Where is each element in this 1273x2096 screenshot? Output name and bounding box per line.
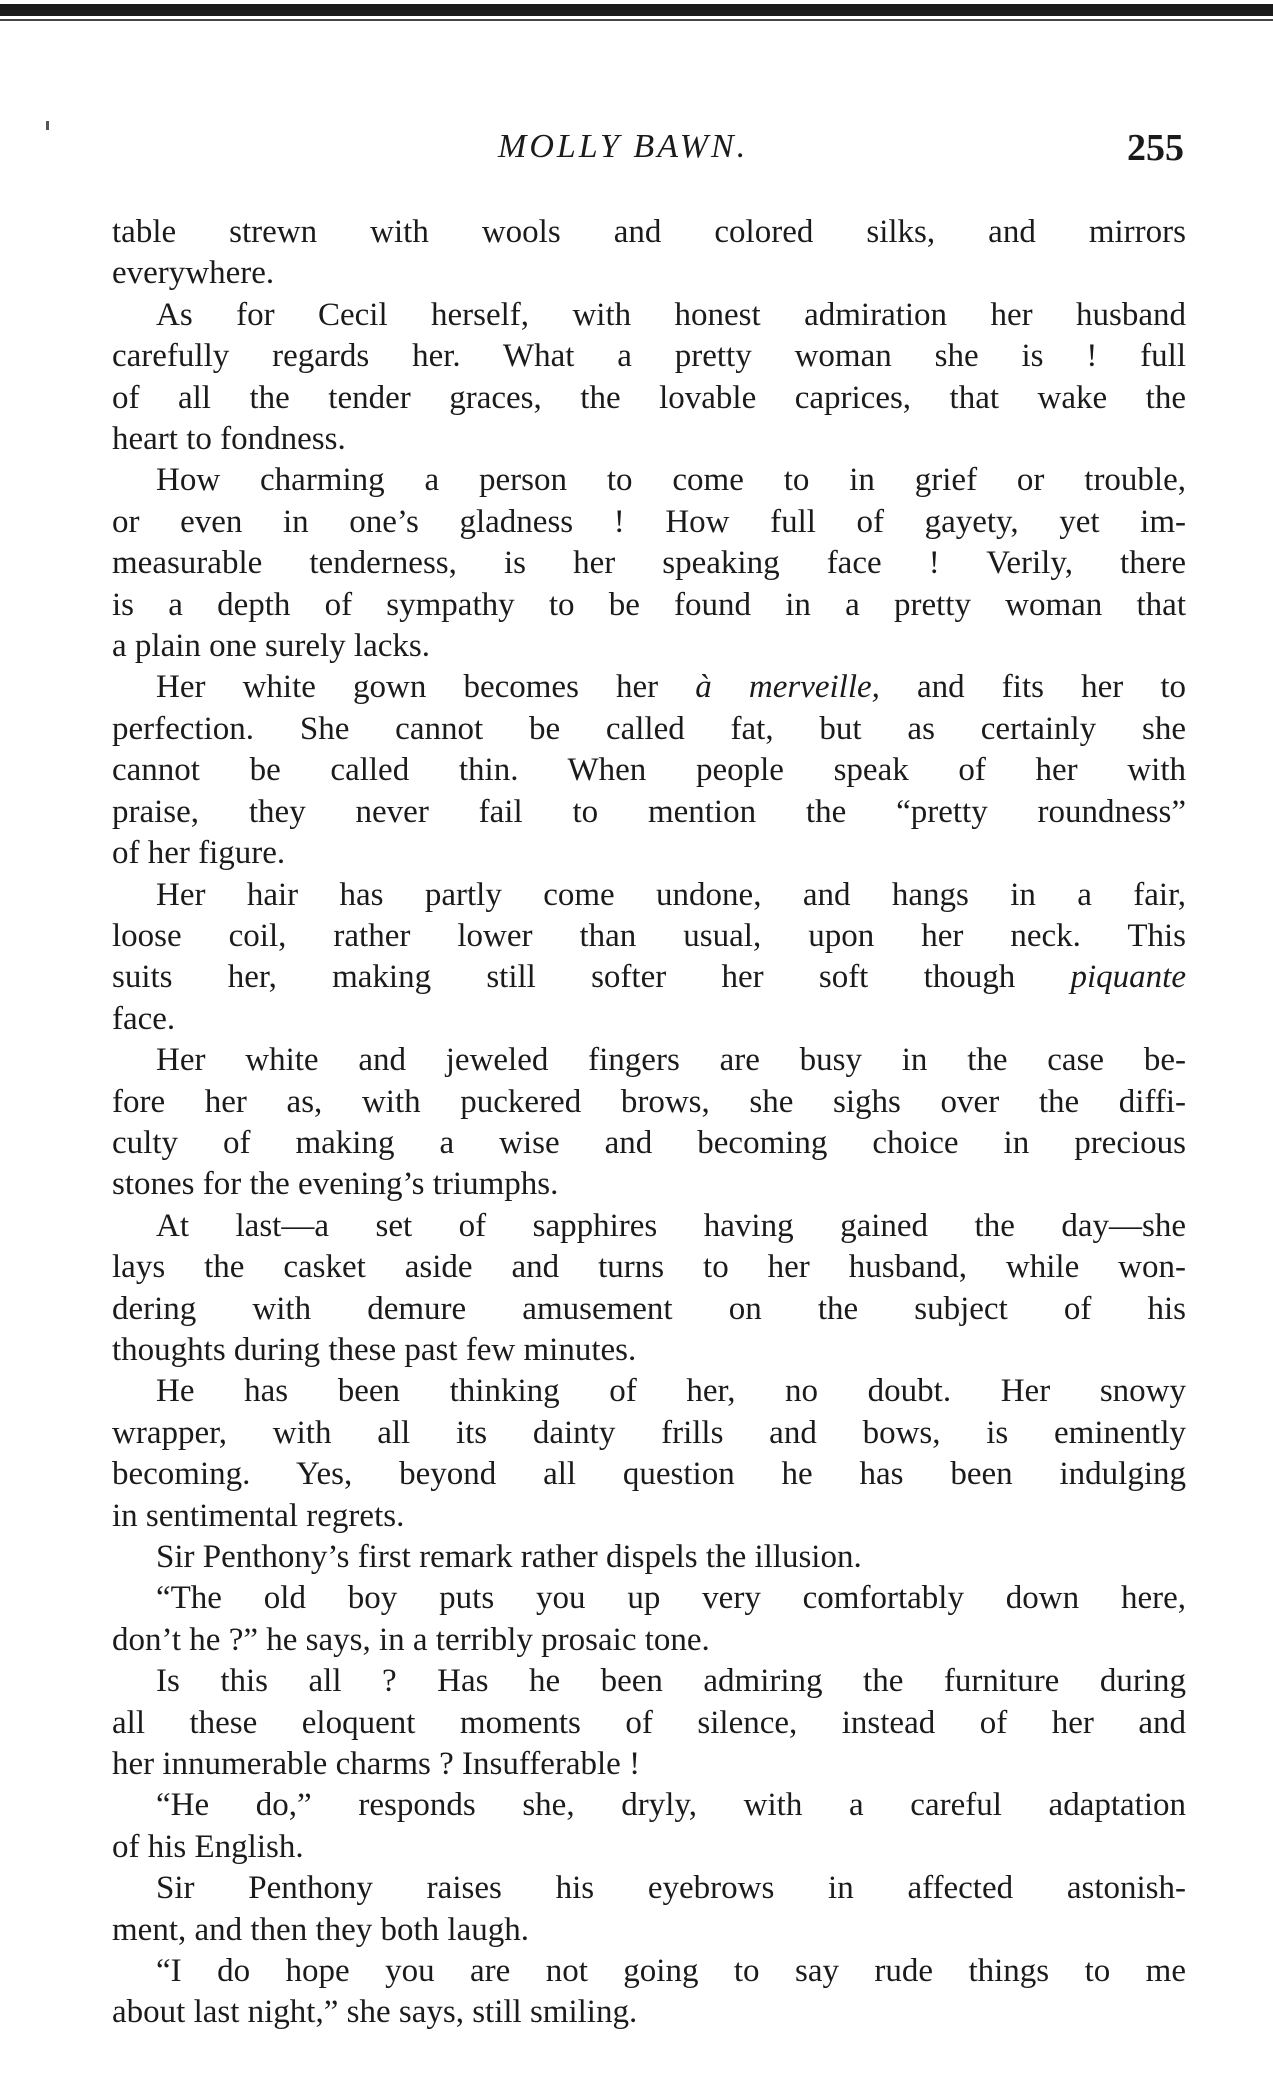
text-line: “He do,” responds she, dryly, with a careful adaptation	[156, 1787, 1186, 1824]
text-line: lays the casket aside and turns to her husband, while won-	[112, 1249, 1186, 1286]
page-number: 255	[1127, 127, 1184, 169]
text-line: cannot be called thin. When people speak of her with	[112, 752, 1186, 789]
paragraph	[112, 667, 1186, 874]
text-line: perfection. She cannot be called fat, but as certainly she	[112, 710, 1186, 747]
text-run: suits her, making still softer her soft though	[112, 959, 1071, 996]
text-line: Her white and jeweled fingers are busy in the case be-	[156, 1042, 1186, 1079]
paragraph	[112, 1661, 1186, 1785]
top-border-rule-thin	[0, 19, 1273, 21]
paragraph	[112, 460, 1186, 667]
text-line: “The old boy puts you up very comfortably down here,	[156, 1580, 1186, 1617]
body-text	[112, 212, 1186, 2034]
paragraph	[112, 1785, 1186, 1868]
text-line: don’t he ?” he says, in a terribly prosaic tone.	[112, 1621, 710, 1658]
running-title: MOLLY BAWN.	[498, 128, 749, 165]
text-line: carefully regards her. What a pretty woman she is ! full	[112, 338, 1186, 375]
text-line: dering with demure amusement on the subject of his	[112, 1290, 1186, 1327]
paragraph	[112, 1868, 1186, 1951]
text-line: table strewn with wools and colored silks, and mirrors	[112, 214, 1186, 250]
paragraph	[112, 295, 1186, 461]
text-line: of her figure.	[112, 835, 286, 872]
text-line: How charming a person to come to in grief or trouble,	[156, 462, 1186, 499]
text-run: Her white gown becomes her	[156, 669, 696, 706]
text-line: Is this all ? Has he been admiring the furniture during	[156, 1663, 1186, 1700]
text-line: wrapper, with all its dainty frills and bows, is eminently	[112, 1414, 1186, 1451]
italic-phrase: piquante	[1070, 959, 1186, 996]
text-line: Her hair has partly come undone, and hangs in a fair,	[156, 876, 1186, 913]
text-line: everywhere.	[112, 255, 275, 292]
paragraph	[112, 1206, 1186, 1372]
text-line: all these eloquent moments of silence, instead of her and	[112, 1704, 1186, 1741]
text-line: or even in one’s gladness ! How full of gayety, yet im-	[112, 503, 1186, 540]
text-run: and fits her to	[879, 669, 1186, 706]
text-line: fore her as, with puckered brows, she sighs over the diffi-	[112, 1083, 1186, 1120]
text-line: loose coil, rather lower than usual, upon her neck. This	[112, 917, 1186, 954]
paragraph	[112, 1040, 1186, 1206]
text-line: measurable tenderness, is her speaking face ! Verily, there	[112, 545, 1186, 582]
text-line	[112, 667, 1186, 708]
text-line: heart to fondness.	[112, 421, 346, 458]
text-line: of his English.	[112, 1828, 304, 1865]
text-line	[112, 957, 1186, 998]
text-line: of all the tender graces, the lovable caprices, that wake the	[112, 379, 1186, 416]
text-line: in sentimental regrets.	[112, 1497, 405, 1534]
text-line: He has been thinking of her, no doubt. Her snowy	[156, 1373, 1186, 1410]
paragraph	[112, 1537, 1186, 1578]
paragraph	[112, 1951, 1186, 2034]
text-line: a plain one surely lacks.	[112, 628, 430, 665]
top-border-rule	[0, 4, 1273, 16]
paragraph	[112, 212, 1186, 295]
text-line: Sir Penthony raises his eyebrows in affected astonish-	[156, 1870, 1186, 1907]
italic-phrase: à merveille,	[695, 669, 880, 706]
text-line: culty of making a wise and becoming choice in precious	[112, 1124, 1186, 1161]
text-line: face.	[112, 1000, 176, 1037]
text-line: “I do hope you are not going to say rude things to me	[156, 1953, 1186, 1990]
text-line: about last night,” she says, still smiling.	[112, 1994, 638, 2031]
text-line: At last—a set of sapphires having gained the day—she	[156, 1207, 1186, 1244]
text-line: is a depth of sympathy to be found in a pretty woman that	[112, 586, 1186, 623]
text-line: her innumerable charms ? Insufferable !	[112, 1746, 641, 1783]
text-line: As for Cecil herself, with honest admiration her husband	[156, 296, 1186, 333]
text-line: Sir Penthony’s first remark rather dispels the illusion.	[156, 1539, 862, 1575]
paragraph	[112, 1578, 1186, 1661]
text-line: becoming. Yes, beyond all question he has been indulging	[112, 1456, 1186, 1493]
running-header	[0, 128, 1273, 178]
paragraph	[112, 875, 1186, 1041]
text-line: praise, they never fail to mention the “pretty roundness”	[112, 793, 1186, 830]
paragraph	[112, 1371, 1186, 1537]
text-line: stones for the evening’s triumphs.	[112, 1166, 559, 1203]
text-line: ment, and then they both laugh.	[112, 1911, 529, 1948]
text-line: thoughts during these past few minutes.	[112, 1331, 637, 1368]
